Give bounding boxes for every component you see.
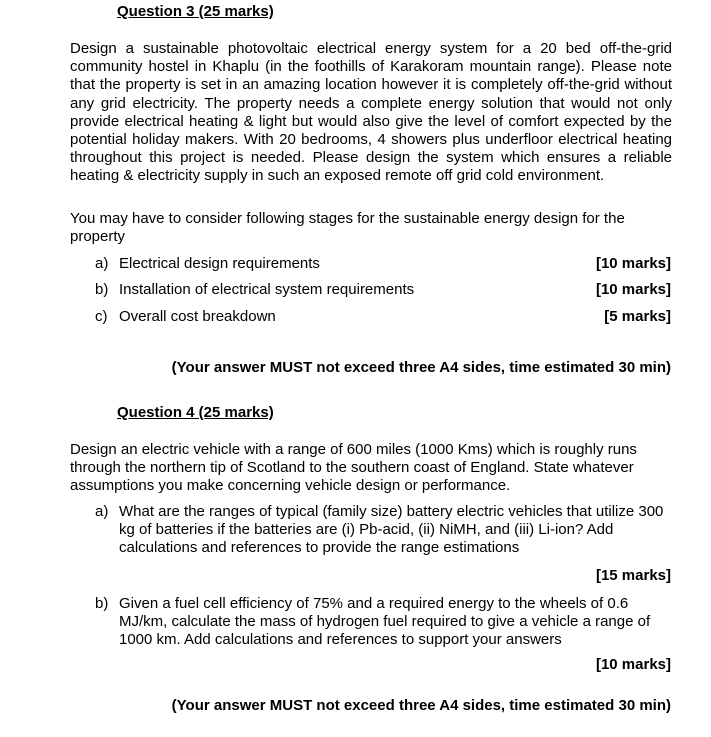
item-label: a): [95, 255, 109, 272]
question-4-item-b-marks: [10 marks]: [595, 656, 671, 673]
question-4-intro: Design an electric vehicle with a range of 600 miles (1000 Kms) which is roughly runs through the northern tip of Scotland to the southern coast of England. State whatever assumptions you make concerning vehicle design or performance.: [70, 441, 637, 495]
question-3-intro: Design a sustainable photovoltaic electrical energy system for a 20 bed off-the-grid community hostel in Khaplu (in the foothills of Karakoram mountain range). Please note that the property is set in an amazing location however it is completely off-the-grid without any grid electricity. The property needs a complete energy solution that would not only provide electrical heating & light but would also give the level of comfort expected by the potential holiday makers. With 20 bedrooms, 4 showers plus underfloor electrical heating throughout this project is needed. Please design the system which ensures a reliable heating & electricity supply in such an exposed remote off grid cold environment.: [70, 40, 672, 185]
question-3-item-b-marks: [10 marks]: [595, 281, 671, 298]
item-text: What are the ranges of typical (family size) battery electric vehicles that utilize 300 kg of batteries if the batteries are (i) Pb-acid, (ii) NiMH, and (iii) Li-ion? Add calculations and references to provide the range estimations: [119, 503, 664, 557]
item-label: c): [95, 308, 108, 325]
question-3-item-a: [95, 255, 673, 273]
question-3-title: Question 3 (25 marks): [117, 3, 274, 20]
question-3-stages-intro: You may have to consider following stages for the sustainable energy design for the property: [70, 210, 625, 246]
question-3-item-c-marks: [5 marks]: [604, 308, 671, 325]
question-3-item-b: [95, 281, 673, 299]
question-4-title: Question 4 (25 marks): [117, 404, 274, 421]
item-text: Given a fuel cell efficiency of 75% and a required energy to the wheels of 0.6 MJ/km, calculate the mass of hydrogen fuel required to give a vehicle a range of 1000 km. Add calculations and references to support your answers: [119, 595, 651, 649]
item-label: a): [95, 503, 109, 520]
question-4-item-a: [95, 503, 673, 558]
item-text: Electrical design requirements: [119, 255, 320, 272]
question-3-note: (Your answer MUST not exceed three A4 sides, time estimated 30 min): [171, 359, 671, 376]
item-label: b): [95, 595, 109, 612]
question-4-note: (Your answer MUST not exceed three A4 sides, time estimated 30 min): [171, 697, 671, 714]
item-text: Installation of electrical system requirements: [119, 281, 415, 298]
question-4-item-a-marks: [15 marks]: [595, 567, 671, 584]
item-label: b): [95, 281, 109, 298]
question-3-item-a-marks: [10 marks]: [595, 255, 671, 272]
item-text: Overall cost breakdown: [119, 308, 276, 325]
question-4-item-b: [95, 595, 673, 650]
question-3-item-c: [95, 308, 673, 326]
